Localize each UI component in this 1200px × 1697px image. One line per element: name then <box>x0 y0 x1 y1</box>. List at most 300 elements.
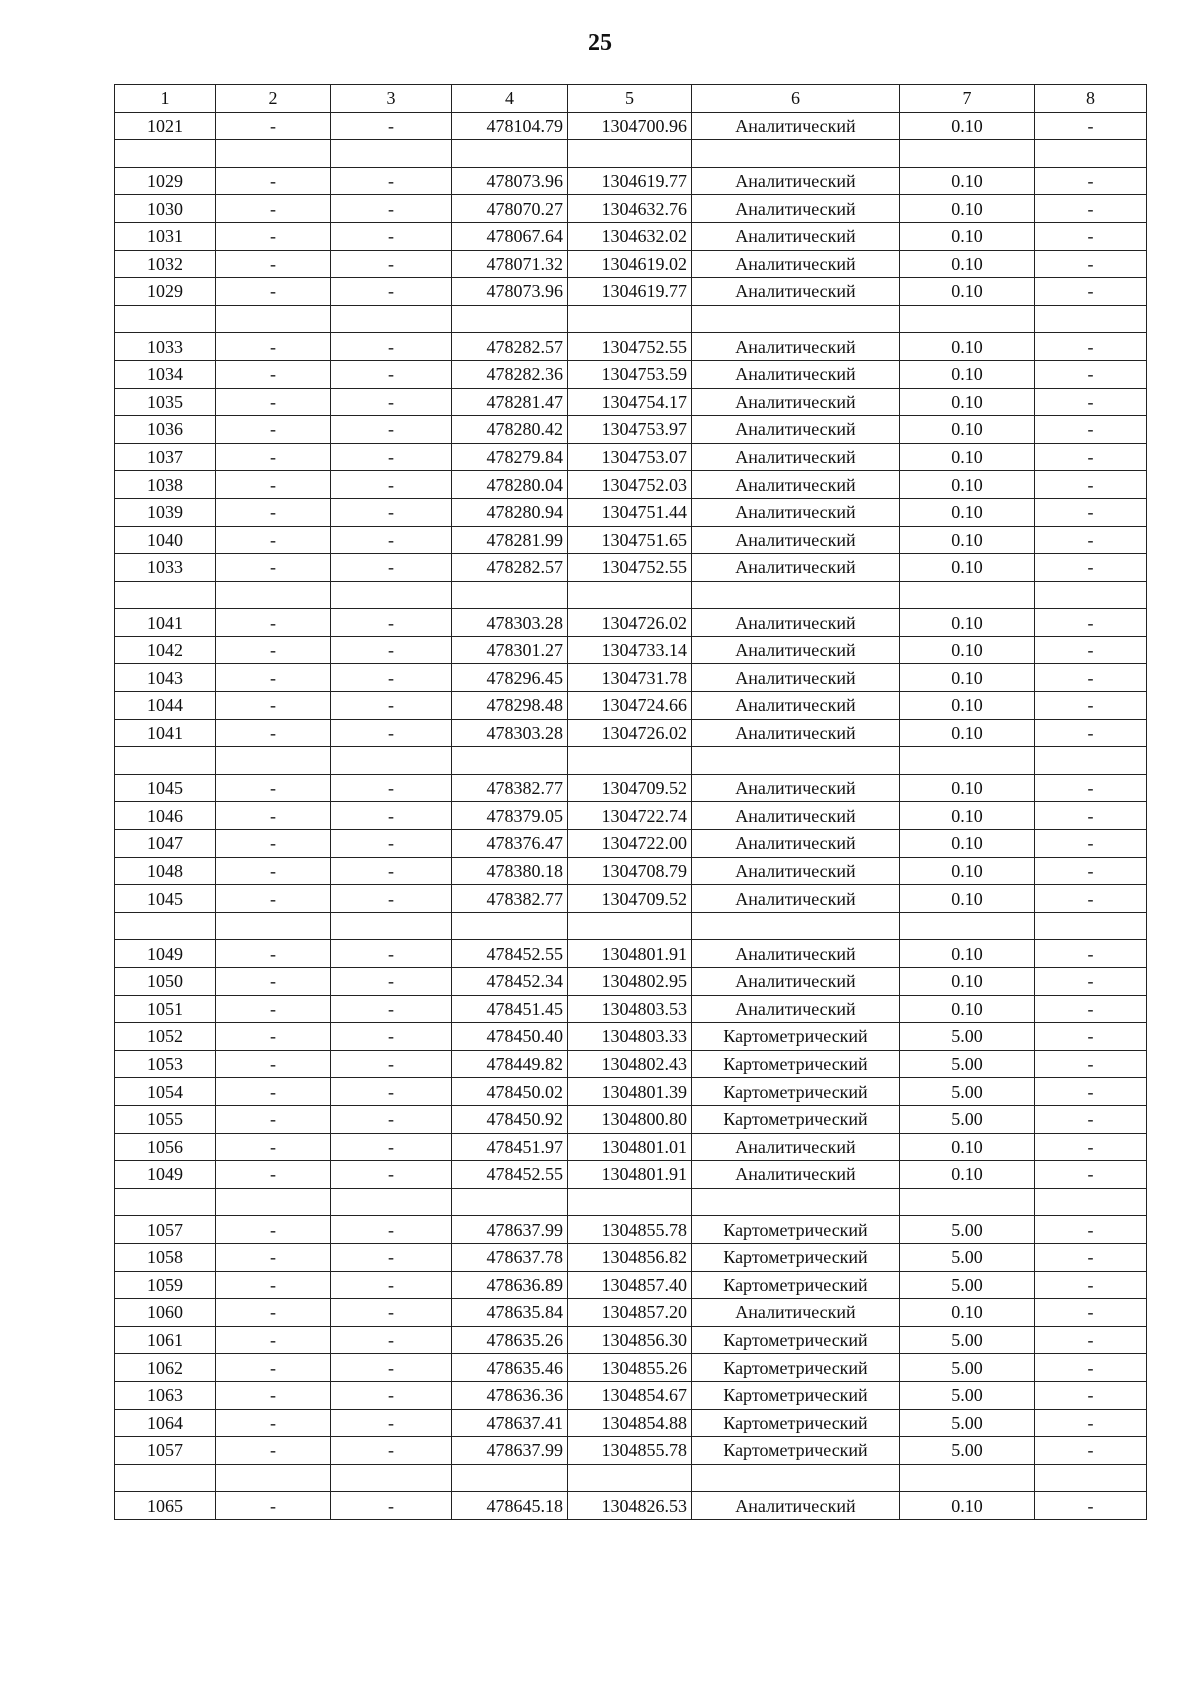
table-row <box>115 222 1147 250</box>
table-cell: - <box>1035 526 1147 554</box>
table-row <box>115 968 1147 996</box>
table-cell: 1032 <box>115 250 216 278</box>
table-cell: 0.10 <box>900 830 1035 858</box>
table-cell: Аналитический <box>692 802 900 830</box>
table-cell: 1304751.65 <box>568 526 692 554</box>
table-cell: 0.10 <box>900 636 1035 664</box>
table-cell: 478449.82 <box>452 1050 568 1078</box>
table-cell <box>216 305 331 333</box>
table-cell: 478451.45 <box>452 995 568 1023</box>
table-row <box>115 912 1147 940</box>
table-cell: - <box>1035 278 1147 306</box>
table-cell: 1047 <box>115 830 216 858</box>
table-cell: 5.00 <box>900 1326 1035 1354</box>
table-cell <box>1035 912 1147 940</box>
table-row <box>115 1105 1147 1133</box>
table-cell: - <box>331 1437 452 1465</box>
table-cell: - <box>1035 664 1147 692</box>
table-row <box>115 305 1147 333</box>
table-cell: 0.10 <box>900 278 1035 306</box>
table-cell: 0.10 <box>900 968 1035 996</box>
table-cell: - <box>1035 802 1147 830</box>
table-cell: Аналитический <box>692 995 900 1023</box>
table-cell: - <box>216 471 331 499</box>
table-cell <box>452 912 568 940</box>
column-header-5: 5 <box>568 85 692 113</box>
table-cell: 0.10 <box>900 554 1035 582</box>
table-cell: - <box>216 1078 331 1106</box>
page-number: 25 <box>588 30 612 56</box>
table-cell: - <box>331 1105 452 1133</box>
table-cell <box>1035 1464 1147 1492</box>
table-cell <box>900 747 1035 775</box>
table-cell: - <box>1035 1354 1147 1382</box>
table-cell: 0.10 <box>900 167 1035 195</box>
table-cell: - <box>1035 498 1147 526</box>
table-cell: 5.00 <box>900 1271 1035 1299</box>
table-cell: Картометрический <box>692 1437 900 1465</box>
table-cell: 478281.99 <box>452 526 568 554</box>
table-cell: 478635.46 <box>452 1354 568 1382</box>
table-cell: 1031 <box>115 222 216 250</box>
table-cell: 1304731.78 <box>568 664 692 692</box>
table-cell: Аналитический <box>692 664 900 692</box>
table-row <box>115 1188 1147 1216</box>
table-cell: - <box>216 1105 331 1133</box>
table-cell: Аналитический <box>692 968 900 996</box>
coordinates-table <box>114 84 1147 1520</box>
table-cell: 1304854.67 <box>568 1381 692 1409</box>
table-cell: - <box>216 774 331 802</box>
table-cell: - <box>1035 388 1147 416</box>
table-cell: 1304724.66 <box>568 692 692 720</box>
table-row <box>115 1078 1147 1106</box>
table-cell: - <box>331 554 452 582</box>
table-cell <box>692 912 900 940</box>
table-cell: - <box>1035 609 1147 637</box>
table-cell: 5.00 <box>900 1105 1035 1133</box>
table-cell <box>216 1188 331 1216</box>
column-header-4: 4 <box>452 85 568 113</box>
table-cell: 1041 <box>115 719 216 747</box>
table-cell: 1304855.26 <box>568 1354 692 1382</box>
table-cell: 478382.77 <box>452 885 568 913</box>
table-cell: - <box>331 250 452 278</box>
table-cell: - <box>1035 719 1147 747</box>
table-row <box>115 802 1147 830</box>
table-cell: 1057 <box>115 1216 216 1244</box>
table-cell: - <box>216 857 331 885</box>
table-cell: - <box>1035 1243 1147 1271</box>
table-cell: 0.10 <box>900 719 1035 747</box>
table-cell <box>115 747 216 775</box>
column-header-2: 2 <box>216 85 331 113</box>
table-cell <box>568 1464 692 1492</box>
table-cell: - <box>331 636 452 664</box>
table-cell: 478637.41 <box>452 1409 568 1437</box>
table-cell: - <box>1035 692 1147 720</box>
table-cell: - <box>216 222 331 250</box>
table-cell: 1304722.00 <box>568 830 692 858</box>
table-cell: 1304826.53 <box>568 1492 692 1520</box>
table-cell: Аналитический <box>692 416 900 444</box>
table-cell <box>900 305 1035 333</box>
table-cell: - <box>216 195 331 223</box>
table-row <box>115 195 1147 223</box>
table-cell: - <box>216 692 331 720</box>
table-cell <box>568 912 692 940</box>
table-cell: - <box>216 636 331 664</box>
table-cell: 0.10 <box>900 222 1035 250</box>
table-cell: 1064 <box>115 1409 216 1437</box>
table-cell: - <box>1035 416 1147 444</box>
table-cell: 478279.84 <box>452 443 568 471</box>
table-cell <box>1035 305 1147 333</box>
table-cell: 1304801.01 <box>568 1133 692 1161</box>
table-cell: 478636.89 <box>452 1271 568 1299</box>
table-row <box>115 1023 1147 1051</box>
table-row <box>115 471 1147 499</box>
table-cell: 1061 <box>115 1326 216 1354</box>
table-cell: - <box>331 112 452 140</box>
table-cell: Аналитический <box>692 857 900 885</box>
table-cell: 1037 <box>115 443 216 471</box>
table-cell: - <box>331 1492 452 1520</box>
table-cell: - <box>331 802 452 830</box>
table-cell: - <box>1035 1050 1147 1078</box>
table-cell: 1040 <box>115 526 216 554</box>
table-cell: - <box>331 830 452 858</box>
table-row <box>115 416 1147 444</box>
table-cell: - <box>1035 885 1147 913</box>
table-row <box>115 278 1147 306</box>
table-cell: Картометрический <box>692 1381 900 1409</box>
column-header-6: 6 <box>692 85 900 113</box>
table-cell: 0.10 <box>900 609 1035 637</box>
table-row <box>115 526 1147 554</box>
table-row <box>115 692 1147 720</box>
table-cell: 1052 <box>115 1023 216 1051</box>
table-cell: - <box>331 195 452 223</box>
table-cell <box>452 581 568 609</box>
table-cell: - <box>331 774 452 802</box>
table-row <box>115 388 1147 416</box>
table-cell: 1055 <box>115 1105 216 1133</box>
table-cell: 478298.48 <box>452 692 568 720</box>
table-cell: - <box>216 388 331 416</box>
table-cell: 0.10 <box>900 250 1035 278</box>
table-cell: - <box>216 360 331 388</box>
table-cell: - <box>216 940 331 968</box>
table-cell: 0.10 <box>900 112 1035 140</box>
table-cell: Аналитический <box>692 360 900 388</box>
table-cell: 1304752.03 <box>568 471 692 499</box>
table-cell: 1304753.07 <box>568 443 692 471</box>
table-cell: 478070.27 <box>452 195 568 223</box>
table-row <box>115 1050 1147 1078</box>
table-cell: - <box>1035 940 1147 968</box>
table-cell: 1304709.52 <box>568 774 692 802</box>
table-cell: 0.10 <box>900 416 1035 444</box>
table-cell: 0.10 <box>900 388 1035 416</box>
table-row <box>115 1492 1147 1520</box>
table-cell: 1058 <box>115 1243 216 1271</box>
table-cell <box>1035 581 1147 609</box>
table-cell: - <box>331 443 452 471</box>
table-cell: 478645.18 <box>452 1492 568 1520</box>
table-cell: - <box>1035 1105 1147 1133</box>
table-cell: Аналитический <box>692 719 900 747</box>
table-cell: 1304752.55 <box>568 554 692 582</box>
table-cell: - <box>216 112 331 140</box>
table-cell <box>568 1188 692 1216</box>
table-row <box>115 250 1147 278</box>
table-cell: 5.00 <box>900 1381 1035 1409</box>
table-cell <box>331 305 452 333</box>
table-cell: 1304733.14 <box>568 636 692 664</box>
table-cell: - <box>1035 360 1147 388</box>
table-cell <box>216 140 331 168</box>
table-cell: - <box>331 940 452 968</box>
table-cell: - <box>1035 857 1147 885</box>
table-cell: 478303.28 <box>452 719 568 747</box>
table-cell: 1042 <box>115 636 216 664</box>
table-row <box>115 443 1147 471</box>
table-cell: - <box>216 1216 331 1244</box>
table-cell: 1041 <box>115 609 216 637</box>
table-cell: Аналитический <box>692 195 900 223</box>
table-cell: Аналитический <box>692 774 900 802</box>
table-cell: Картометрический <box>692 1243 900 1271</box>
table-cell: 478450.40 <box>452 1023 568 1051</box>
table-cell: 478637.78 <box>452 1243 568 1271</box>
table-cell: 478452.55 <box>452 940 568 968</box>
table-cell: - <box>1035 1381 1147 1409</box>
table-cell: Аналитический <box>692 167 900 195</box>
table-cell: - <box>216 1133 331 1161</box>
table-cell: 1304751.44 <box>568 498 692 526</box>
table-cell: 1034 <box>115 360 216 388</box>
table-cell: - <box>216 1381 331 1409</box>
table-row <box>115 885 1147 913</box>
table-cell: 1021 <box>115 112 216 140</box>
table-cell: - <box>216 498 331 526</box>
table-cell: - <box>216 1437 331 1465</box>
table-cell: 1304856.30 <box>568 1326 692 1354</box>
table-cell: Аналитический <box>692 609 900 637</box>
table-cell: - <box>1035 471 1147 499</box>
table-cell: - <box>216 1023 331 1051</box>
table-cell: 1304753.59 <box>568 360 692 388</box>
table-cell: - <box>216 802 331 830</box>
table-cell: - <box>1035 995 1147 1023</box>
table-cell: 478282.57 <box>452 554 568 582</box>
table-cell: 5.00 <box>900 1078 1035 1106</box>
table-cell: Картометрический <box>692 1023 900 1051</box>
table-cell: 1065 <box>115 1492 216 1520</box>
table-cell: - <box>216 554 331 582</box>
table-cell: - <box>331 1161 452 1189</box>
table-cell: Аналитический <box>692 692 900 720</box>
table-cell: 478452.34 <box>452 968 568 996</box>
table-cell: Картометрический <box>692 1216 900 1244</box>
table-cell: 1043 <box>115 664 216 692</box>
table-row <box>115 167 1147 195</box>
table-cell: - <box>216 1050 331 1078</box>
table-cell: 478635.26 <box>452 1326 568 1354</box>
table-cell: - <box>331 1271 452 1299</box>
table-row <box>115 360 1147 388</box>
table-cell: - <box>331 526 452 554</box>
table-cell: 0.10 <box>900 1299 1035 1327</box>
table-cell: Аналитический <box>692 830 900 858</box>
table-cell: Аналитический <box>692 1299 900 1327</box>
table-cell: - <box>1035 1216 1147 1244</box>
table-cell <box>900 581 1035 609</box>
table-cell: - <box>331 995 452 1023</box>
table-cell <box>216 581 331 609</box>
table-cell: 1030 <box>115 195 216 223</box>
table-cell: - <box>216 609 331 637</box>
table-cell: 5.00 <box>900 1409 1035 1437</box>
table-cell: 478104.79 <box>452 112 568 140</box>
table-cell: 1304752.55 <box>568 333 692 361</box>
table-cell: 0.10 <box>900 1133 1035 1161</box>
table-cell: Аналитический <box>692 1492 900 1520</box>
table-cell: - <box>1035 1078 1147 1106</box>
table-cell: 0.10 <box>900 1492 1035 1520</box>
table-cell: 1304857.40 <box>568 1271 692 1299</box>
table-cell <box>900 140 1035 168</box>
table-cell: 1033 <box>115 333 216 361</box>
table-cell: - <box>331 1326 452 1354</box>
table-cell: - <box>216 416 331 444</box>
table-cell: - <box>331 885 452 913</box>
table-cell: Аналитический <box>692 498 900 526</box>
table-cell <box>452 140 568 168</box>
table-cell <box>115 912 216 940</box>
table-cell: 1062 <box>115 1354 216 1382</box>
table-cell <box>568 747 692 775</box>
table-cell: 1035 <box>115 388 216 416</box>
table-cell: - <box>1035 1023 1147 1051</box>
table-cell <box>692 747 900 775</box>
table-cell: 478452.55 <box>452 1161 568 1189</box>
table-cell: - <box>1035 1437 1147 1465</box>
table-cell: Аналитический <box>692 278 900 306</box>
table-cell: 478380.18 <box>452 857 568 885</box>
table-cell: 1304754.17 <box>568 388 692 416</box>
table-row <box>115 1464 1147 1492</box>
table-cell <box>115 581 216 609</box>
table-row <box>115 1299 1147 1327</box>
table-cell: - <box>331 857 452 885</box>
table-cell: - <box>1035 1492 1147 1520</box>
table-cell: - <box>331 609 452 637</box>
table-cell: 478073.96 <box>452 278 568 306</box>
table-cell: Аналитический <box>692 333 900 361</box>
table-cell: - <box>331 692 452 720</box>
table-cell: 0.10 <box>900 940 1035 968</box>
table-cell: - <box>216 968 331 996</box>
table-cell: - <box>216 1243 331 1271</box>
table-row <box>115 140 1147 168</box>
table-cell: 1029 <box>115 167 216 195</box>
table-cell: - <box>1035 1271 1147 1299</box>
table-cell: - <box>331 1078 452 1106</box>
table-cell: 1051 <box>115 995 216 1023</box>
table-cell: 0.10 <box>900 526 1035 554</box>
table-row <box>115 1216 1147 1244</box>
table-cell <box>452 305 568 333</box>
table-cell: 1038 <box>115 471 216 499</box>
table-cell: - <box>1035 167 1147 195</box>
table-cell: - <box>216 719 331 747</box>
column-header-1: 1 <box>115 85 216 113</box>
table-cell: - <box>216 443 331 471</box>
table-cell: 1045 <box>115 774 216 802</box>
table-cell: 1304619.77 <box>568 278 692 306</box>
table-cell: - <box>216 278 331 306</box>
table-header-row <box>115 85 1147 113</box>
table-cell: - <box>1035 112 1147 140</box>
table-cell: 1304801.91 <box>568 940 692 968</box>
table-cell: - <box>331 664 452 692</box>
table-cell: 1056 <box>115 1133 216 1161</box>
table-row <box>115 1409 1147 1437</box>
table-row <box>115 581 1147 609</box>
table-cell: 5.00 <box>900 1023 1035 1051</box>
table-cell: Картометрический <box>692 1409 900 1437</box>
table-row <box>115 1271 1147 1299</box>
table-cell: 478451.97 <box>452 1133 568 1161</box>
table-body <box>115 112 1147 1519</box>
table-cell <box>115 1188 216 1216</box>
table-cell: - <box>216 830 331 858</box>
table-cell: 478067.64 <box>452 222 568 250</box>
table-cell: 1049 <box>115 1161 216 1189</box>
table-cell: - <box>331 1216 452 1244</box>
table-cell: - <box>216 995 331 1023</box>
table-row <box>115 112 1147 140</box>
table-cell: - <box>216 167 331 195</box>
table-cell: 1063 <box>115 1381 216 1409</box>
table-cell <box>900 912 1035 940</box>
table-cell: 478450.02 <box>452 1078 568 1106</box>
table-cell: 0.10 <box>900 333 1035 361</box>
table-cell: 478382.77 <box>452 774 568 802</box>
table-cell: 1039 <box>115 498 216 526</box>
table-cell: 478296.45 <box>452 664 568 692</box>
table-cell: 478301.27 <box>452 636 568 664</box>
table-cell: - <box>216 1409 331 1437</box>
table-cell: - <box>331 1381 452 1409</box>
table-cell: 478073.96 <box>452 167 568 195</box>
table-cell: - <box>331 968 452 996</box>
table-cell: 5.00 <box>900 1243 1035 1271</box>
table-cell: Аналитический <box>692 250 900 278</box>
table-cell: 1048 <box>115 857 216 885</box>
table-cell: 1304709.52 <box>568 885 692 913</box>
table-cell: Картометрический <box>692 1326 900 1354</box>
table-cell: 1044 <box>115 692 216 720</box>
table-row <box>115 1437 1147 1465</box>
table-cell <box>692 581 900 609</box>
table-cell <box>1035 747 1147 775</box>
table-cell: Аналитический <box>692 388 900 416</box>
table-cell: 1304726.02 <box>568 609 692 637</box>
table-row <box>115 1381 1147 1409</box>
